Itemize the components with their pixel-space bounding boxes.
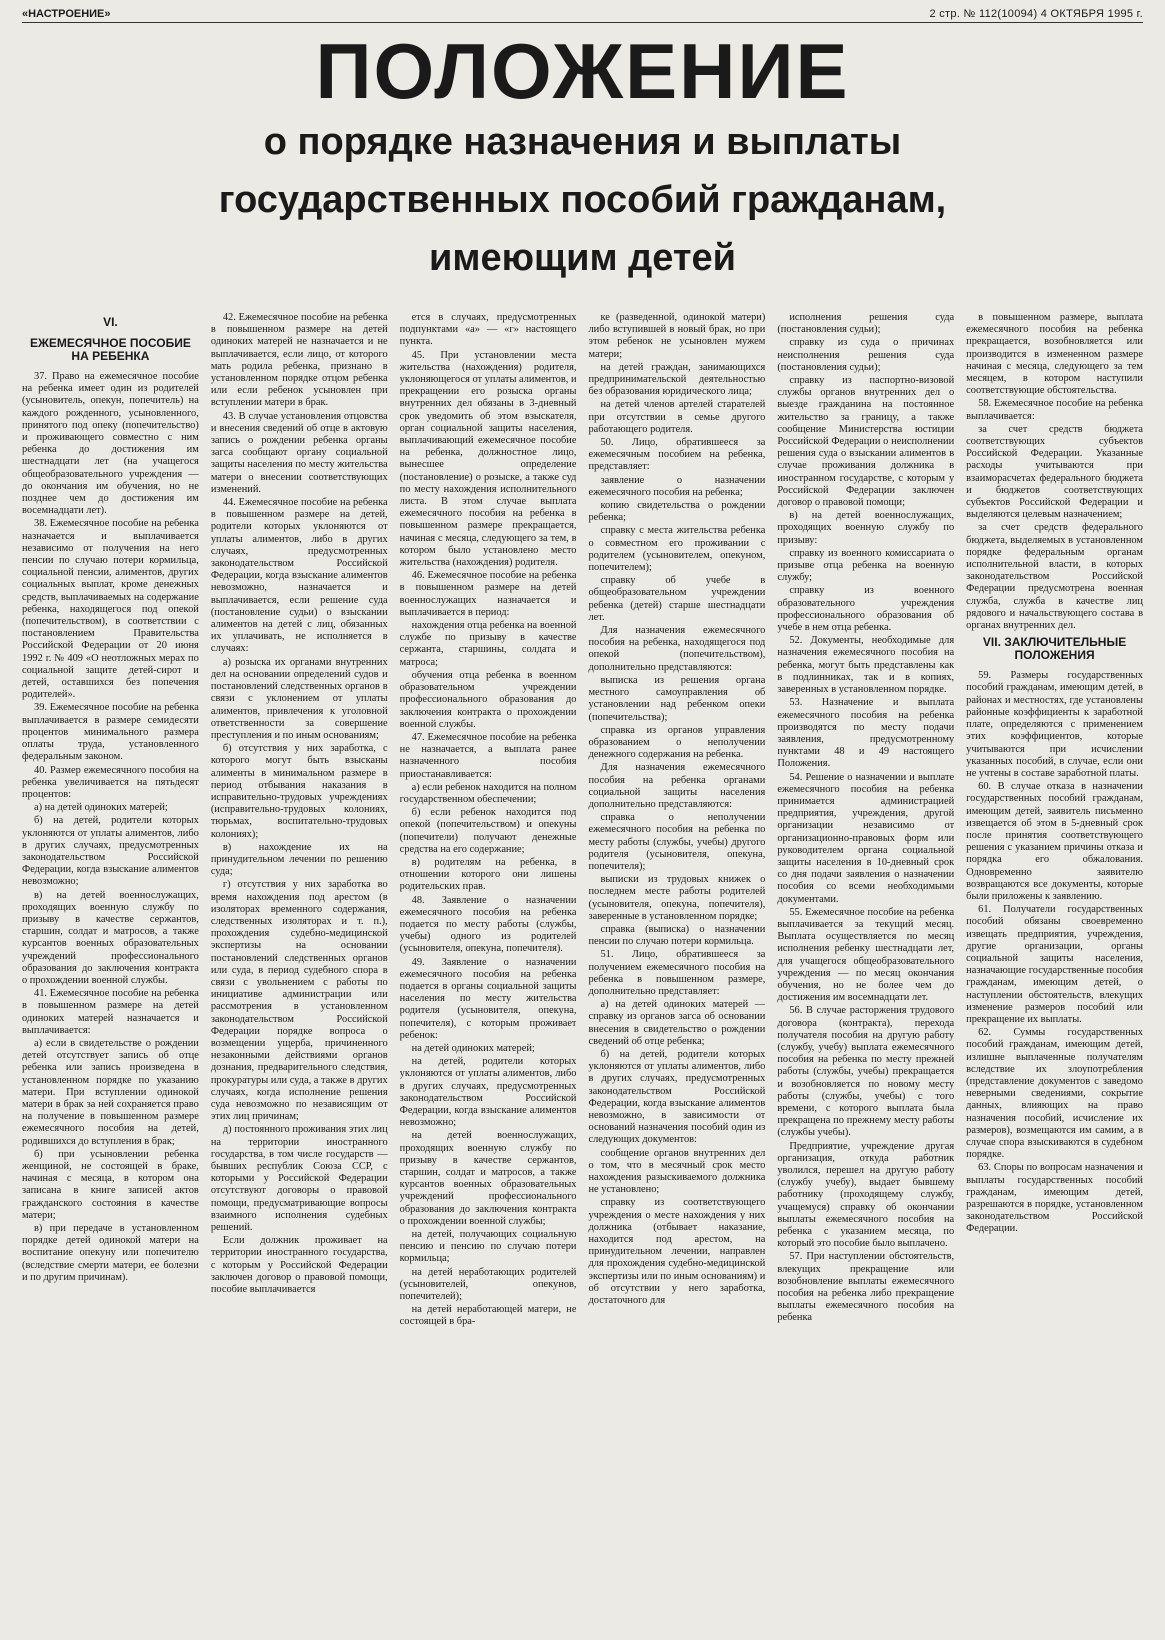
paragraph: справку из военного образовательного учреждения профессионального образования об учебе в нем отца ребенка. (777, 585, 955, 634)
paragraph: в) на детей военнослужащих, проходящих военную службу по призыву в качестве сержантов, старшин, солдат и матросов, а также курсантов военных образовательных учреждений профессионального образования до заключения контракта о прохождении военной службы. (22, 889, 199, 986)
paragraph: исполнения решения суда (постановления судьи); (777, 312, 955, 336)
column-2 (211, 312, 388, 1632)
column-6-top (966, 312, 1143, 632)
paragraph: б) на детей, родители которых уклоняются от уплаты алиментов, либо в других случаях, предусмотренных законодательством Российской Федерации, когда взыскание алиментов невозможно, в зависимости от оснований назначения пособий один из следующих документов: (588, 1048, 766, 1146)
paragraph: на детей, родители которых уклоняются от уплаты алиментов, либо в других случаях, предусмотренных законодательством Российской Федерации, когда взыскание алиментов невозможно; (399, 1056, 577, 1129)
paragraph: 39. Ежемесячное пособие на ребенка выплачивается в размере семидесяти процентов минимального размера оплаты труда, установленного федеральным законом. (22, 702, 199, 763)
paragraph: 46. Ежемесячное пособие на ребенка в повышенном размере на детей военнослужащих назначается и выплачивается в период: (399, 570, 577, 618)
paragraph: 49. Заявление о назначении ежемесячного пособия на ребенка подается в органы социальной защиты населения по месту жительства родителя (усыновителя, опекуна, попечителя), с которым проживает ребенок: (399, 956, 577, 1041)
column-1 (22, 312, 199, 1632)
paragraph: заявление о назначении ежемесячного пособия на ребенка; (588, 474, 766, 498)
paragraph: 53. Назначение и выплата ежемесячного пособия на ребенка производятся по месту подачи заявления, предусмотренному пунктами 48 и 49 настоящего Положения. (777, 697, 955, 770)
column-6 (966, 312, 1143, 1632)
column-5 (777, 312, 954, 1632)
paragraph: д) постоянного проживания этих лиц на территории иностранного государства, в том числе государств — бывших республик Союза ССР, с которыми у Российской Федерации отсутствуют договоры о правовой помощи, предусматривающие вопросы взаимного исполнения судебных решений. (210, 1124, 388, 1234)
section-7-title: VII. ЗАКЛЮЧИТЕЛЬНЫЕ ПОЛОЖЕНИЯ (982, 635, 1127, 663)
paragraph: 52. Документы, необходимые для назначения ежемесячного пособия на ребенка, могут быть представлены как в подлинниках, так и в копиях, заверенных в установленном порядке. (777, 635, 955, 696)
headline (22, 29, 1143, 287)
paragraph: 45. При установлении места жительства (нахождения) родителя, уклоняющегося от уплаты алиментов, и прекращении его розыска органы внутренних дел обязаны в 3-дневный срок уведомить об этом взыскателя, орган социальной защиты населения, выплачивающий ежемесячное пособие на ребенка, должностное лицо, вынесшее определение (постановление) о розыске, а также суд по месту нахождения исполнительного листа. В этом случае выплата ежемесячного пособия на ребенка в повышенном размере прекращается, начиная с месяца, следующего за тем, в котором было установлено место жительства (нахождения) родителя. (399, 349, 577, 569)
paragraph: г) отсутствия у них заработка во время нахождения под арестом (в изоляторах временного содержания, следственных изоляторах и т. п.), прохождения судебно-медицинской экспертизы на основании постановлений следственных органов или суда, в период судебного спора в связи с увольнением с работы по инициативе администрации или рассмотрения в установленном законодательством Российской Федерации порядке вопроса о возмещении ущерба, причиненного незаконными действиями органов дознания, предварительного следствия, прокуратуры или суда, а также в других случаях, когда исполнение решения суда невозможно по независящим от этих лиц причинам; (210, 879, 388, 1123)
paragraph: 58. Ежемесячное пособие на ребенка выплачивается: (966, 398, 1143, 422)
paragraph: Если должник проживает на территории иностранного государства, с которым у Российской Федерации заключен договор о правовой помощи, пособие выплачивается (210, 1235, 388, 1296)
paragraph: а) если ребенок находится на полном государственном обеспечении; (399, 781, 577, 805)
section-7-heading (966, 636, 1143, 662)
section-6-number: VI. (103, 315, 118, 329)
paragraph: на детей неработающей матери, не состоящей в бра- (399, 1304, 577, 1328)
paragraph: 62. Суммы государственных пособий гражданам, имеющим детей, излишне выплаченные получателям вследствие их злоупотребления (представление документов с заведомо неверными сведениями, сокрытие данных, влияющих на право назначения пособий, исчисление их размеров), возмещаются им самим, а в случае спора взыскиваются в судебном порядке. (966, 1027, 1143, 1161)
paragraph: а) на детей одиноких матерей; (34, 802, 168, 814)
paragraph: 41. Ежемесячное пособие на ребенка в повышенном размере на детей одиноких матерей назначается и выплачивается: (22, 988, 199, 1036)
paragraph: справку из паспортно-визовой службы органов внутренних дел о выезде гражданина на постоянное жительство за границу, а также сообщение Министерства юстиции Российской Федерации о неисполнении решения суда о взыскании алиментов в случае проживания должника в иностранном государстве, с которым у Российской Федерации заключен договор о правовой помощи; (777, 375, 955, 509)
paragraph: на детей, получающих социальную пенсию и пенсию по случаю потери кормильца; (399, 1229, 577, 1265)
paragraph: 50. Лицо, обратившееся за ежемесячным пособием на ребенка, представляет: (588, 437, 766, 473)
paragraph: справку из военного комиссариата о призыве отца ребенка на военную службу; (777, 547, 955, 584)
document-title: ПОЛОЖЕНИЕ (315, 27, 850, 115)
column-6-bottom (966, 670, 1143, 1235)
paragraph: 51. Лицо, обратившееся за получением ежемесячного пособия на ребенка в повышенном размере, дополнительно представляет: (588, 949, 766, 997)
paragraph: ется в случаях, предусмотренных подпунктами «а» — «г» настоящего пункта. (399, 312, 577, 348)
paragraph: на детей неработающих родителей (усыновителей, опекунов, попечителей); (399, 1266, 577, 1303)
paragraph: выписки из трудовых книжек о последнем месте работы родителей (усыновителя, опекуна, попечителя), заверенные в установленном порядке; (588, 874, 766, 922)
paragraph: а) на детей одиноких матерей — справку из органов загса об основании внесения в свидетельство о рождении сведений об отце ребенка; (588, 999, 766, 1047)
paragraph: 47. Ежемесячное пособие на ребенка не назначается, а выплата ранее назначенного пособия приостанавливается: (399, 731, 577, 780)
paragraph: справка из органов управления образованием о неполучении денежного содержания на ребенка. (588, 724, 766, 761)
paragraph: обучения отца ребенка в военном образовательном учреждении профессионального образования до заключения контракта о прохождении военной службы. (399, 669, 577, 730)
paragraph: б) при усыновлении ребенка женщиной, не состоящей в браке, начиная с месяца, в котором она записана в книге записей актов гражданского состояния в качестве матери; (22, 1148, 199, 1221)
paragraph: справку из суда о причинах неисполнения решения суда (постановления судьи); (777, 337, 955, 373)
paragraph: Предприятие, учреждение другая организация, откуда работник уволился, перешел на другую работу (службу учебу), выдает бывшему работнику (проходящему службу, учащемуся) справку об окончании выплаты ежемесячного пособия на ребенка с указанием месяца, по который это пособие было выплачено. (777, 1140, 955, 1250)
paragraph: 57. При наступлении обстоятельств, влекущих прекращение или возобновление выплаты ежемесячного пособия на ребенка либо прекращение выплаты ежемесячного пособия на ребенка (777, 1251, 955, 1324)
paragraph: на детей членов артелей старателей при отсутствии в семье другого работающего родителя. (588, 399, 766, 435)
paragraph: 63. Споры по вопросам назначения и выплаты государственных пособий гражданам, имеющим детей, разрешаются в порядке, установленном законодательством Российской Федерации. (966, 1162, 1143, 1235)
paragraph: на детей военнослужащих, проходящих военную службу по призыву в качестве сержантов, старшин, солдат и матросов, а также курсантов военных образовательных учреждений профессионального образования до заключения контракта о прохождении военной службы; (399, 1130, 577, 1227)
paragraph: справку из соответствующего учреждения о месте нахождения у них должника (отбывает наказание, находится под арестом, на принудительном лечении, направлен для прохождения судебно-медицинской экспертизы или по иным основаниям) и об отсутствии у него заработка, достаточного для (588, 1197, 766, 1307)
paragraph: 54. Решение о назначении и выплате ежемесячного пособия на ребенка принимается администрацией предприятия, учреждения, другой организации независимо от организационно-правовых форм или руководителем органа социальной защиты населения в 10-дневный срок со дня подачи заявления о назначении пособия со всеми необходимыми документами. (777, 771, 955, 905)
paragraph: нахождения отца ребенка на военной службе по призыву в качестве сержанта, старшины, солдата и матроса; (399, 620, 577, 668)
paragraph: 59. Размеры государственных пособий гражданам, имеющим детей, в районах и местностях, где установлены районные коэффициенты к заработной плате, определяются с применением этих коэффициентов, которые учитываются при исчислении указанных пособий, в случае, если они не учтены в составе заработной платы. (966, 670, 1143, 779)
paragraph: 43. В случае установления отцовства и внесения сведений об отце в актовую запись о рождении ребенка органы загса сообщают органу социальной защиты населения по месту жительства матери о внесении соответствующих изменений. (210, 410, 388, 495)
paragraph: в) на детей военнослужащих, проходящих военную службу по призыву: (777, 510, 955, 546)
paragraph: на детей граждан, занимающихся предпринимательской деятельностью без образования юридического лица; (588, 361, 766, 398)
paragraph: справка о неполучении ежемесячного пособия на ребенка по месту работы (службы, учебы) другого родителя (усыновителя, опекуна, попечителя); (588, 812, 766, 872)
paragraph: а) если в свидетельстве о рождении детей отсутствует запись об отце ребенка или запись произведена в установленном порядке по указанию матери. При вступлении одинокой матери в брак за ней сохраняется право на получение в повышенном размере ежемесячного пособия на детей, родившихся до вступления в брак; (22, 1037, 199, 1147)
column-4 (588, 312, 765, 1632)
paragraph: 44. Ежемесячное пособие на ребенка в повышенном размере на детей, родители которых уклоняются от уплаты алиментов, либо в других случаях, предусмотренных законодательством Российской Федерации, когда взыскание алиментов невозможно, назначается и выплачивается, если решение суда (постановление судьи) о взыскании алиментов на детей с лиц, обязанных их уплачивать, не исполняется в случаях: (210, 497, 388, 655)
title-line-3: имеющим детей (428, 237, 736, 279)
title-line-2: государственных пособий гражданам, (218, 179, 947, 221)
column-3 (400, 312, 577, 1632)
paragraph: Для назначения ежемесячного пособия на ребенка, находящегося под опекой (попечительством), дополнительно представляются: (588, 625, 766, 673)
paragraph: 61. Получатели государственных пособий обязаны своевременно извещать предприятия, учреждения, другие организации, органы социальной защиты населения, назначающие государственные пособия гражданам, имеющим детей, о наступлении обстоятельств, влекущих изменение размеров пособий или прекращение их выплаты. (966, 904, 1143, 1025)
paragraph: 38. Ежемесячное пособие на ребенка назначается и выплачивается независимо от получения на него пенсии по случаю потери кормильца, социальной пенсии, алиментов, других социальных выплат, кроме денежных средств, выплачиваемых на содержание ребенка, находящегося под опекой (попечительством), в соответствии с постановлением Правительства Российской Федерации от 20 июня 1992 г. № 409 «О неотложных мерах по социальной защите детей-сирот и детей, оставшихся без попечения родителей». (22, 518, 199, 701)
paragraph: 42. Ежемесячное пособие на ребенка в повышенном размере на детей одиноких матерей не назначается и не выплачивается, если лицо, от которого мать родила ребенка, признано в установленном порядке отцом ребенка или если ребенок усыновлен при вступлении матери в брак. (210, 312, 388, 409)
paragraph: справка (выписка) о назначении пенсии по случаю потери кормильца. (588, 923, 766, 948)
paragraph: б) отсутствия у них заработка, с которого могут быть взысканы алименты в минимальном размере в период отбывания наказания в исправительно-трудовых учреждениях (исправительно-трудовых колониях, тюрьмах, воспитательно-трудовых колониях); (210, 743, 388, 840)
masthead (22, 8, 1143, 23)
title-line-1: о порядке назначения и выплаты (263, 121, 902, 163)
paragraph: 37. Право на ежемесячное пособие на ребенка имеет один из родителей (усыновитель, опекун, попечитель) на каждого рожденного, усыновленного, принятого под опеку (попечительство) и проживающего совместно с ним ребенка до достижения им шестнадцати лет (на учащегося общеобразовательного учреждения — до окончания им обучения, но не позднее чем до достижения им восемнадцати лет). (22, 371, 199, 517)
paragraph: за счет средств федерального бюджета, выделяемых в установленном порядке федеральным органам исполнительной власти, в которых законодательством Российской Федерации предусмотрена военная служба, служба в качестве лиц рядового и начальствующего состава в органах внутренних дел. (966, 522, 1143, 632)
paragraph: ке (разведенной, одинокой матери) либо вступившей в новый брак, но при этом ребенок не усыновлен мужем матери; (588, 312, 766, 360)
paragraph: в) нахождение их на принудительном лечении по решению суда; (210, 841, 388, 878)
paragraph: в) при передаче в установленном порядке детей одинокой матери на воспитание опекуну или попечителю (вследствие смерти матери, ее болезни и по другим причинам). (22, 1223, 199, 1283)
paragraph: в) родителям на ребенка, в отношении которого они лишены родительских прав. (399, 856, 577, 893)
paragraph: 40. Размер ежемесячного пособия на ребенка увеличивается на пятьдесят процентов: (22, 764, 199, 800)
paragraph: копию свидетельства о рождении ребенка; (588, 500, 766, 524)
paragraph: сообщение органов внутренних дел о том, что в месячный срок место нахождения разыскиваемого должника не установлено; (588, 1147, 766, 1196)
paragraph: на детей одиноких матерей; (411, 1042, 535, 1054)
section-name: «НАСТРОЕНИЕ» (22, 8, 111, 20)
article-columns (22, 312, 1143, 1632)
paragraph: 55. Ежемесячное пособие на ребенка выплачивается за текущий месяц. Выплата осуществляется по месяц исполнения ребенку шестнадцати лет, для учащегося общеобразовательного учреждения — по месяц окончания обучения, но не более чем до достижения им восемнадцати лет. (777, 906, 955, 1004)
paragraph: справку с места жительства ребенка о совместном его проживании с родителем (усыновителем, опекуном, попечителем); (588, 525, 766, 574)
section-6-heading (22, 316, 199, 363)
paragraph: б) на детей, родители которых уклоняются от уплаты алиментов, либо в других случаях, предусмотренных законодательством Российской Федерации, когда взыскание алиментов невозможно; (22, 815, 199, 888)
issue-info: 2 стр. № 112(10094) 4 ОКТЯБРЯ 1995 г. (929, 8, 1143, 20)
paragraph: Для назначения ежемесячного пособия на ребенка органами социальной защиты населения дополнительно представляются: (588, 762, 766, 810)
paragraph: в повышенном размере, выплата ежемесячного пособия на ребенка прекращается, возобновляется или производится в измененном размере начиная с месяца, следующего за тем месяцем, в котором наступили соответствующие обстоятельства. (966, 312, 1143, 397)
paragraph: 56. В случае расторжения трудового договора (контракта), перехода получателя пособия на другую работу (службу, учебу) выплата ежемесячного пособия на ребенка по месту прежней работы (службы, учебы) прекращается и возобновляется по новому месту работы (службы, учебы) с того времени, с которого выплата была прекращена по прежнему месту работы (службы учебы). (777, 1005, 955, 1139)
paragraph: а) розыска их органами внутренних дел на основании определений судов и постановлений следственных органов в связи с уклонением от уплаты алиментов, привлечения к уголовной ответственности за совершение преступления и по иным основаниям; (210, 656, 388, 741)
paragraph: б) если ребенок находится под опекой (попечительством) и опекуны (попечители) получают денежные средства на его содержание; (399, 807, 577, 855)
paragraph: за счет средств бюджета соответствующих субъектов Российской Федерации. Указанные расходы учитываются при взаиморасчетах федерального бюджета и бюджетов соответствующих субъектов Российской Федерации и выделяются целевым назначением; (966, 423, 1143, 521)
paragraph: выписка из решения органа местного самоуправления об установлении над ребенком опеки (попечительства); (588, 674, 766, 723)
paragraph: 60. В случае отказа в назначении государственных пособий гражданам, имеющим детей, заявитель письменно извещается об этом в 5-дневный срок после принятия соответствующего решения с указанием причины отказа и порядка его обжалования. Одновременно заявителю возвращаются все документы, которые были приложены к заявлению. (966, 781, 1143, 902)
paragraph: справку об учебе в общеобразовательном учреждении ребенка (детей) старше шестнадцати лет. (588, 575, 766, 623)
paragraph: 48. Заявление о назначении ежемесячного пособия на ребенка подается по месту работы (службы, учебы) одного из родителей (усыновителя, опекуна, попечителя). (399, 894, 577, 955)
section-6-title: ЕЖЕМЕСЯЧНОЕ ПОСОБИЕ НА РЕБЕНКА (30, 336, 191, 363)
